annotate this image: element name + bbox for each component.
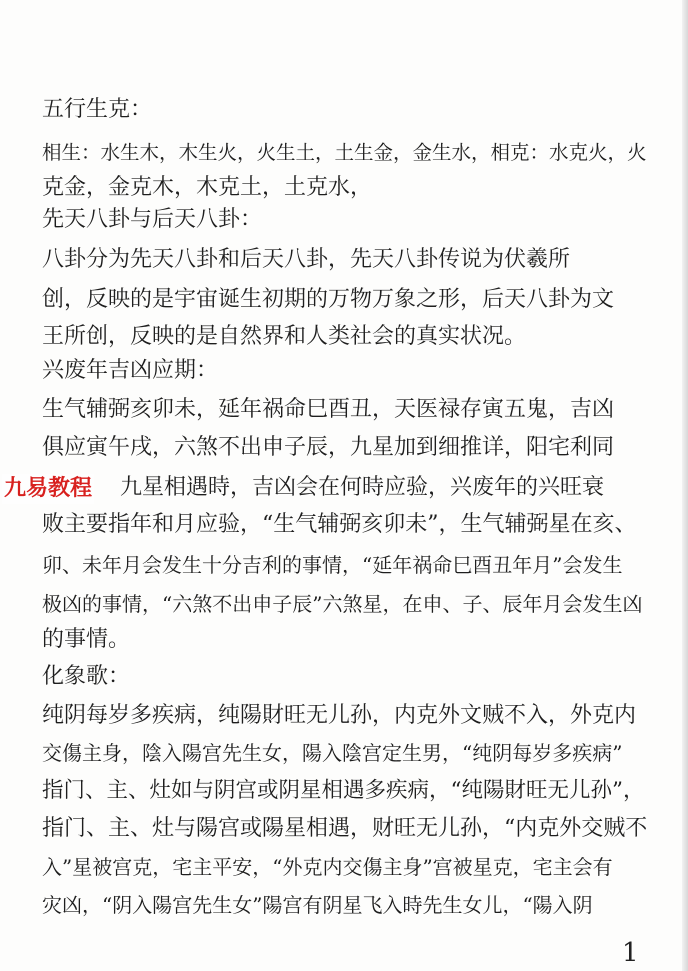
text-line-heading-bagua: 先天八卦与后天八卦： <box>42 207 263 232</box>
text-line: 指门、主、灶如与阴宫或阴星相遇多疾病，“纯陽財旺无儿孙”， <box>42 778 645 803</box>
text-line: 指门、主、灶与陽宫或陽星相遇，财旺无儿孙，“内克外交贼不 <box>42 816 648 841</box>
text-line: 相生：水生木，木生火，火生土，土生金，金生水，相克：水克火，火 <box>42 141 647 164</box>
scan-edge <box>682 0 688 971</box>
text-line-heading-huaxiang: 化象歌： <box>42 664 131 689</box>
text-line: 卯、未年月会发生十分吉利的事情，“延年祸命巳酉丑年月”会发生 <box>42 553 623 577</box>
text-line: 创，反映的是宇宙诞生初期的万物万象之形，后天八卦为文 <box>42 287 615 312</box>
text-line: 生气辅弼亥卯未，延年祸命巳酉丑，天医禄存寅五鬼，吉凶 <box>42 397 615 422</box>
text-line: 八卦分为先天八卦和后天八卦，先天八卦传说为伏羲所 <box>42 247 571 272</box>
text-line-heading-xingfei: 兴废年吉凶应期： <box>42 358 219 383</box>
page-number: 1 <box>622 938 639 968</box>
text-line: 俱应寅午戌，六煞不出申子辰，九星加到细推详，阳宅利同 <box>42 435 615 460</box>
watermark-label: 九易教程 <box>2 474 94 504</box>
text-line: 交傷主身，陰入陽宫先生女，陽入陰宫定生男，“纯阴每岁多疾病” <box>42 741 623 765</box>
text-line: 九星相遇時，吉凶会在何時应验，兴废年的兴旺衰 <box>120 475 605 500</box>
text-line: 纯阴每岁多疾病，纯陽財旺无儿孙，内克外文贼不入，外克内 <box>42 703 637 728</box>
text-line: 败主要指年和月应验，“生气辅弼亥卯未”，生气辅弼星在亥、 <box>42 512 637 537</box>
text-line: 入”星被宫克，宅主平安，“外克内交傷主身”宫被星克，宅主会有 <box>42 855 613 879</box>
text-line-heading-wuxing: 五行生克： <box>42 97 153 122</box>
text-line: 的事情。 <box>42 627 131 652</box>
text-line: 灾凶，“阴入陽宫先生女”陽宫有阴星飞入時先生女儿，“陽入阴 <box>42 893 593 917</box>
text-line: 克金，金克木，木克土，土克水， <box>42 175 373 200</box>
text-line: 王所创，反映的是自然界和人类社会的真实状况。 <box>42 324 527 349</box>
text-line: 极凶的事情，“六煞不出申子辰”六煞星，在申、子、辰年月会发生凶 <box>42 592 643 616</box>
